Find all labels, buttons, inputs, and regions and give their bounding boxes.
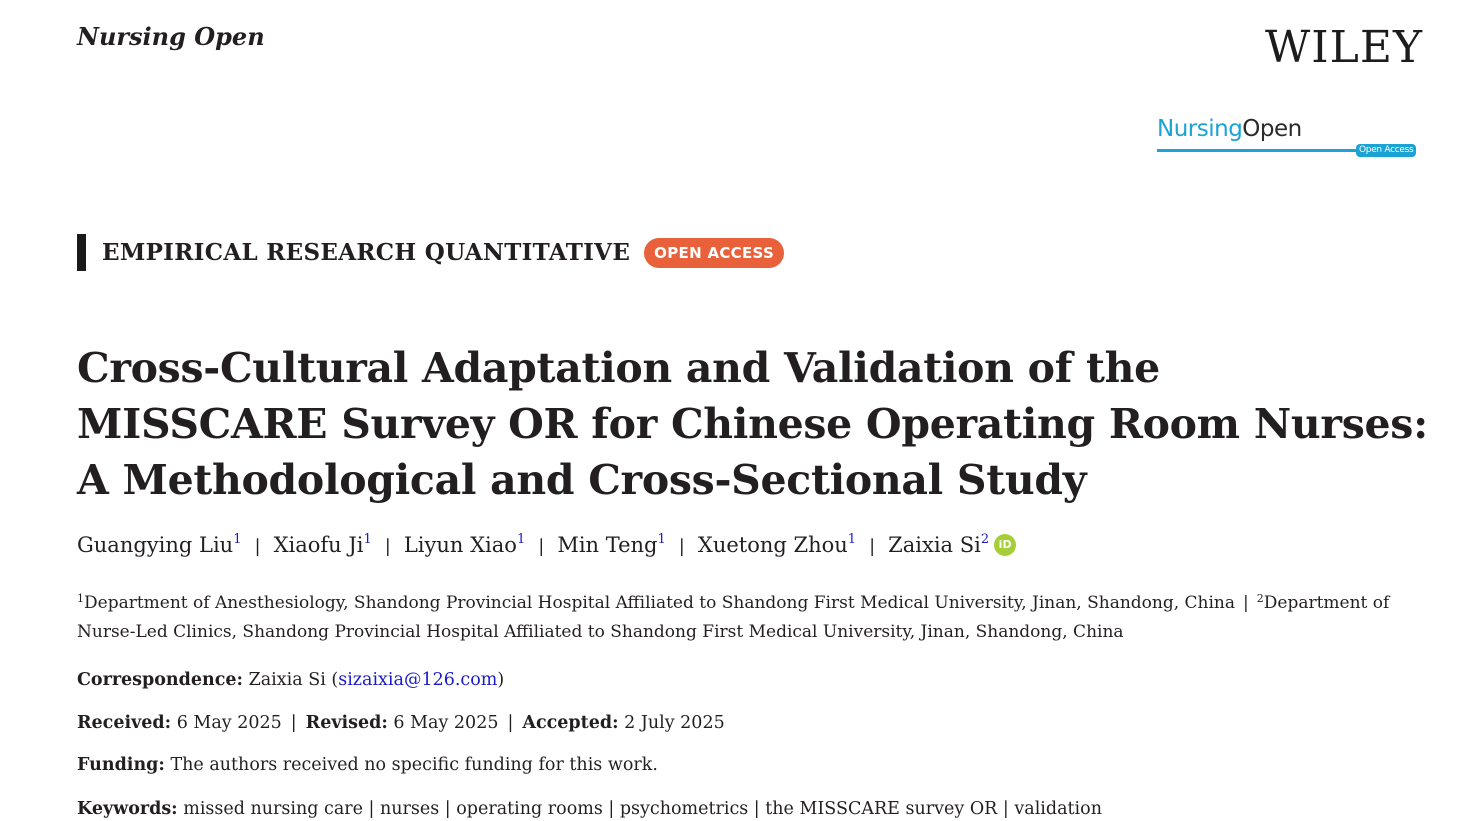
open-access-badge: OPEN ACCESS	[644, 238, 784, 268]
wiley-logo[interactable]: WILEY	[1265, 22, 1423, 73]
correspondence: Correspondence: Zaixia Si (sizaixia@126.com)	[77, 670, 505, 690]
keywords-label: Keywords:	[77, 799, 178, 819]
orcid-icon[interactable]: iD	[994, 534, 1016, 556]
affiliation-separator: |	[1243, 593, 1249, 613]
author-affiliation-ref[interactable]: 1	[363, 532, 372, 547]
affiliation-number: 1	[77, 592, 84, 605]
article-category	[77, 234, 784, 271]
logo-underline	[1157, 149, 1357, 152]
funding	[77, 753, 1437, 777]
revised-date: 6 May 2025	[393, 713, 499, 733]
title-line-1: Cross-Cultural Adaptation and Validation of the	[77, 344, 1160, 392]
category-label: EMPIRICAL RESEARCH QUANTITATIVE	[102, 239, 631, 266]
affiliation-number: 2	[1256, 592, 1264, 605]
author-list	[77, 528, 1457, 564]
author-name[interactable]: Xuetong Zhou	[697, 533, 848, 557]
date-separator: |	[290, 713, 297, 733]
date-separator: |	[507, 713, 514, 733]
accepted-label: Accepted:	[522, 713, 619, 733]
author-separator: |	[538, 536, 545, 557]
affiliation-text: Department of Nurse-Led Clinics, Shandong Provincial Hospital Affiliated to Shandong First Medical University, Jinan, Shandong, China	[77, 593, 1390, 642]
correspondence-email-link[interactable]: sizaixia@126.com	[338, 670, 498, 690]
journal-name: Nursing Open	[77, 22, 265, 51]
author-affiliation-ref[interactable]: 1	[233, 532, 242, 547]
author-separator: |	[384, 536, 391, 557]
author-name[interactable]: Liyun Xiao	[403, 533, 517, 557]
logo-open-text: Open	[1242, 116, 1302, 142]
author-name[interactable]: Min Teng	[557, 533, 658, 557]
nursing-open-logo[interactable]	[1157, 114, 1423, 160]
author-separator: |	[678, 536, 685, 557]
received-label: Received:	[77, 713, 172, 733]
accepted-date: 2 July 2025	[624, 713, 725, 733]
logo-open-access-tag: Open Access	[1356, 144, 1416, 157]
keywords	[77, 797, 1437, 821]
affiliation-text: Department of Anesthesiology, Shandong Provincial Hospital Affiliated to Shandong First Medical University, Jinan, Shandong, China	[84, 593, 1236, 613]
author-name[interactable]: Xiaofu Ji	[273, 533, 364, 557]
author-name[interactable]: Guangying Liu	[77, 533, 234, 557]
author-name[interactable]: Zaixia Si	[888, 533, 981, 557]
author-affiliation-ref[interactable]: 1	[516, 532, 526, 547]
author-affiliation-ref[interactable]: 1	[657, 532, 666, 547]
funding-label: Funding:	[77, 755, 165, 775]
correspondence-label: Correspondence:	[77, 670, 244, 690]
received-date: 6 May 2025	[176, 713, 282, 733]
author-affiliation-ref[interactable]: 1	[847, 532, 857, 547]
author-affiliation-ref[interactable]: 2	[980, 532, 990, 547]
article-title	[77, 340, 1437, 508]
affiliations	[77, 589, 1417, 647]
category-marker	[77, 234, 86, 271]
article-dates	[77, 711, 1437, 735]
author-separator: |	[254, 536, 261, 557]
correspondence-name: Zaixia Si	[248, 670, 326, 690]
keywords-text: missed nursing care | nurses | operating rooms | psychometrics | the MISSCARE survey OR | validation	[183, 799, 1102, 819]
funding-text: The authors received no specific funding for this work.	[170, 755, 658, 775]
title-line-3: A Methodological and Cross-Sectional Study	[77, 456, 1087, 504]
logo-nursing-text: Nursing	[1157, 116, 1243, 142]
revised-label: Revised:	[305, 713, 388, 733]
author-separator: |	[869, 536, 876, 557]
title-line-2: MISSCARE Survey OR for Chinese Operating Room Nurses:	[77, 400, 1428, 448]
